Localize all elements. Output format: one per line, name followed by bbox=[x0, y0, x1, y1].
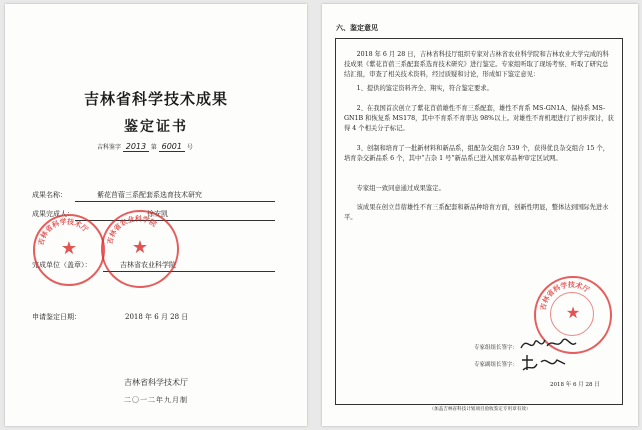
field-label-achievement-name: 成果名称： bbox=[32, 191, 67, 199]
certificate-number bbox=[97, 142, 193, 152]
cert-number-value: 6001 bbox=[159, 142, 185, 152]
field-value-achievement-name: 紫花苜蓿三系配套系选育技术研究 bbox=[97, 191, 202, 199]
field-label-apply-date: 申请鉴定日期： bbox=[32, 313, 81, 321]
document-subtitle: 鉴定证书 bbox=[124, 119, 188, 135]
certificate-cover-page bbox=[5, 4, 307, 426]
vice-leader-signature-label: 专家副组长签字： bbox=[474, 362, 519, 368]
field-value-apply-date: 2018 年 6 月 28 日 bbox=[125, 313, 189, 321]
document-title: 吉林省科学技术成果 bbox=[83, 90, 228, 108]
field-underline bbox=[75, 201, 275, 202]
opinion-paragraph-intro: 2018 年 6 月 28 日，吉林省科技厅组织专家对吉林省农业科学院和吉林农业大学完成的科技成果《紫花苜蓿三系配套系选育技术研究》进行鉴定。专家组听取了现场考察、听取了研究总结汇报，审查了相关技术资料，经过质疑和讨论，形成如下鉴定意见： bbox=[344, 51, 609, 78]
opinion-paragraph-2: 2、在我国首次创立了紫花苜蓿雄性不育三系配套，雄性不育系 MS-GN1A、保持系 MS-GN1B 和恢复系 MS178，其中不育系不育率达 98%以上。对雄性不育机理进行了初步探讨，获得 4 个相关分子标记。 bbox=[344, 105, 614, 132]
official-seal-department bbox=[33, 214, 105, 286]
official-seal-academy bbox=[101, 210, 179, 288]
field-label-completers: 成果完成人： bbox=[32, 210, 74, 218]
vice-leader-signature-scrawl bbox=[519, 352, 569, 374]
leader-signature-label: 专家组组长签字： bbox=[474, 345, 519, 351]
field-value-completers: 徐安凯 bbox=[147, 210, 168, 218]
signature-date: 2018 年 6 月 28 日 bbox=[550, 382, 600, 388]
svg-text:吉林省农业科学院: 吉林省农业科学院 bbox=[105, 213, 159, 246]
section-title: 六、鉴定意见 bbox=[336, 23, 378, 32]
field-label-unit: 完成单位（盖章）： bbox=[32, 261, 92, 269]
cert-year: 2013 bbox=[123, 142, 149, 152]
issuer-name: 吉林省科学技术厅 bbox=[124, 378, 188, 387]
field-value-unit: 吉林省农业科学院 bbox=[120, 261, 176, 269]
appraisal-opinion-page bbox=[322, 4, 638, 426]
cert-prefix: 吉科鉴字 bbox=[97, 144, 122, 151]
opinion-paragraph-3: 3、创制和培育了一批新材料和新品系，组配杂交组合 539 个，获得优良杂交组合 15 个，培育杂交新品系 6 个，其中“吉杂 1 号”新品系已进入国家草品种审定区试网。 bbox=[344, 145, 610, 162]
seal-star-icon: ★ bbox=[60, 238, 78, 259]
opinion-paragraph-1: 1、提供的鉴定资料齐全、翔实，符合鉴定要求。 bbox=[356, 85, 493, 92]
footnote: （加盖吉林省科技计划项目验收鉴定专用章有效） bbox=[429, 407, 531, 412]
svg-text:吉林省科学技术厅: 吉林省科学技术厅 bbox=[538, 279, 592, 312]
cert-mid: 第 bbox=[150, 144, 157, 151]
issue-date: 二〇一二年九月制 bbox=[124, 396, 188, 404]
opinion-paragraph-agree: 专家组一致同意通过成果鉴定。 bbox=[356, 185, 445, 192]
cert-suffix: 号 bbox=[186, 144, 193, 151]
svg-text:吉林省科学技术厅: 吉林省科学技术厅 bbox=[36, 216, 91, 247]
seal-star-icon: ★ bbox=[565, 303, 581, 322]
seal-star-icon: ★ bbox=[131, 237, 149, 258]
leader-signature-scrawl bbox=[519, 334, 579, 354]
opinion-paragraph-conclusion: 该成果在创立苜蓿雄性不育三系配套和新品种培育方面，创新性明显，整体达到国际先进水平。 bbox=[344, 204, 609, 221]
